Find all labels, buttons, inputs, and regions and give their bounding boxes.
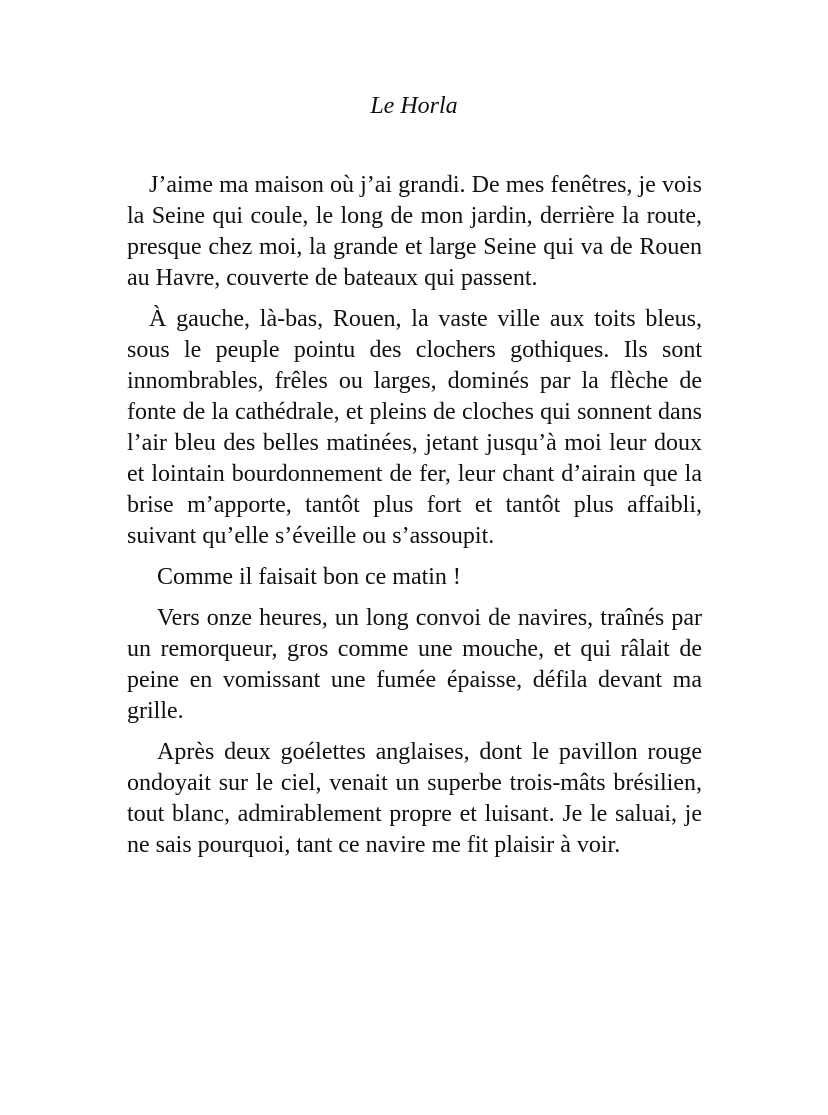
- running-header-title: Le Horla: [370, 93, 458, 119]
- paragraph-4: Vers onze heures, un long convoi de navires, traînés par un remorqueur, gros comme une mouche, et qui râlait de peine en vomissant une fumée épaisse, défila devant ma grille.: [127, 605, 702, 724]
- paragraph-1: J’aime ma maison où j’ai grandi. De mes fenêtres, je vois la Seine qui coule, le long de mon jardin, derrière la route, presque chez moi, la grande et large Seine qui va de Rouen au Havre, couverte de bateaux qui passent.: [127, 172, 702, 291]
- paragraph-5: Après deux goélettes anglaises, dont le pavillon rouge ondoyait sur le ciel, venait un superbe trois-mâts brésilien, tout blanc, admirablement propre et luisant. Je le saluai, je ne sais pourquoi, tant ce navire me fit plaisir à voir.: [127, 739, 702, 858]
- paragraph-3: Comme il faisait bon ce matin !: [157, 564, 461, 590]
- body-text: [127, 170, 702, 871]
- paragraph-2: À gauche, là-bas, Rouen, la vaste ville aux toits bleus, sous le peuple pointu des clochers gothiques. Ils sont innombrables, frêles ou larges, dominés par la flèche de fonte de la cathédrale, et pleins de cloches qui sonnent dans l’air bleu des belles matinées, jetant jusqu’à moi leur doux et lointain bourdonnement de fer, leur chant d’airain que la brise m’apporte, tantôt plus fort et tantôt plus affaibli, suivant qu’elle s’éveille ou s’assoupit.: [127, 306, 702, 549]
